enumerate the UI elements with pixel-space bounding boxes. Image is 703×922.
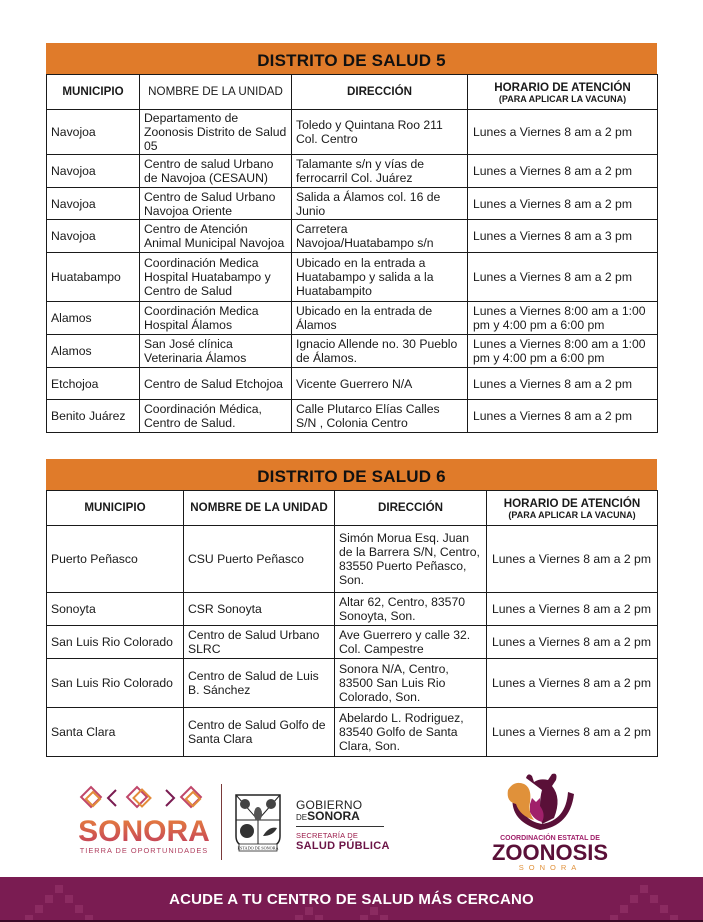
gobierno-rule	[296, 826, 384, 827]
table-row	[47, 302, 658, 335]
cell-unidad: Centro de salud Urbano de Navojoa (CESAUN)	[140, 155, 292, 188]
district-6-table	[46, 459, 657, 757]
cell-direccion: Toledo y Quintana Roo 211 Col. Centro	[292, 110, 468, 155]
cell-municipio: Benito Juárez	[47, 400, 140, 433]
zoonosis-logo	[462, 768, 638, 872]
header-horario	[468, 75, 658, 110]
table-row	[47, 335, 658, 368]
cell-municipio: Alamos	[47, 302, 140, 335]
footer-logos	[0, 768, 703, 872]
zoonosis-bottom-text: SONORA	[518, 863, 582, 872]
cell-direccion: Ubicado en la entrada a Huatabampo y salida a la Huatabampito	[292, 253, 468, 302]
table-row	[47, 368, 658, 400]
sonora-tagline: TIERRA DE OPORTUNIDADES	[79, 846, 209, 855]
header-horario	[487, 491, 658, 526]
sonora-wordmark: SONORA	[78, 815, 210, 848]
table-row	[47, 253, 658, 302]
cell-horario: Lunes a Viernes 8 am a 2 pm	[468, 400, 658, 433]
cell-direccion: Abelardo L. Rodriguez, 83540 Golfo de Santa Clara, Son.	[335, 708, 487, 757]
cell-unidad: Centro de Salud Urbano SLRC	[184, 626, 335, 659]
salud-publica-text: SALUD PÚBLICA	[296, 840, 390, 852]
cell-horario: Lunes a Viernes 8 am a 2 pm	[468, 155, 658, 188]
cell-municipio: Etchojoa	[47, 368, 140, 400]
cell-municipio: Alamos	[47, 335, 140, 368]
table-row	[47, 526, 658, 593]
cell-direccion: Talamante s/n y vías de ferrocarril Col. Juárez	[292, 155, 468, 188]
gobierno-text: GOBIERNO	[296, 798, 363, 812]
cell-horario: Lunes a Viernes 8 am a 2 pm	[468, 368, 658, 400]
cell-horario: Lunes a Viernes 8 am a 2 pm	[487, 593, 658, 626]
table-row	[47, 110, 658, 155]
cell-municipio: Navojoa	[47, 220, 140, 253]
header-horario-main: HORARIO DE ATENCIÓN	[503, 496, 641, 510]
cell-unidad: Coordinación Medica Hospital Huatabampo y Centro de Salud	[140, 253, 292, 302]
cell-municipio: Santa Clara	[47, 708, 184, 757]
cell-municipio: Navojoa	[47, 188, 140, 220]
table-row	[47, 220, 658, 253]
cell-municipio: Sonoyta	[47, 593, 184, 626]
cell-municipio: San Luis Rio Colorado	[47, 659, 184, 708]
header-horario-main: HORARIO DE ATENCIÓN	[494, 80, 631, 94]
cell-direccion: Calle Plutarco Elías Calles S/N , Colonia Centro	[292, 400, 468, 433]
header-direccion: DIRECCIÓN	[292, 75, 468, 110]
units-table	[46, 490, 658, 757]
cell-unidad: Coordinación Medica Hospital Álamos	[140, 302, 292, 335]
cell-direccion: Ubicado en la entrada de Álamos	[292, 302, 468, 335]
table-row	[47, 400, 658, 433]
cell-unidad: CSR Sonoyta	[184, 593, 335, 626]
cell-unidad: San José clínica Veterinaria Álamos	[140, 335, 292, 368]
banner-text: ACUDE A TU CENTRO DE SALUD MÁS CERCANO	[169, 891, 534, 908]
cell-unidad: Centro de Salud Urbano Navojoa Oriente	[140, 188, 292, 220]
cell-municipio: Huatabampo	[47, 253, 140, 302]
cell-municipio: Navojoa	[47, 110, 140, 155]
header-unidad: NOMBRE DE LA UNIDAD	[140, 75, 292, 110]
cell-direccion: Salida a Álamos col. 16 de Junio	[292, 188, 468, 220]
cell-municipio: Navojoa	[47, 155, 140, 188]
gobierno-sonora: SONORA	[307, 809, 360, 823]
cell-horario: Lunes a Viernes 8 am a 2 pm	[487, 659, 658, 708]
header-horario-sub: (PARA APLICAR LA VACUNA)	[498, 93, 627, 104]
sonora-pattern-icon	[74, 784, 214, 856]
table-row	[47, 593, 658, 626]
cell-horario: Lunes a Viernes 8:00 am a 1:00 pm y 4:00 pm a 6:00 pm	[468, 335, 658, 368]
district-title: DISTRITO DE SALUD 6	[46, 459, 657, 490]
district-5-table	[46, 43, 657, 433]
cell-horario: Lunes a Viernes 8 am a 2 pm	[487, 708, 658, 757]
units-table	[46, 74, 658, 433]
table-row	[47, 155, 658, 188]
cell-unidad: Centro de Salud de Luis B. Sánchez	[184, 659, 335, 708]
cell-horario: Lunes a Viernes 8 am a 2 pm	[468, 188, 658, 220]
cell-horario: Lunes a Viernes 8:00 am a 1:00 pm y 4:00 pm a 6:00 pm	[468, 302, 658, 335]
gobierno-sonora-logo	[296, 800, 390, 852]
cell-horario: Lunes a Viernes 8 am a 3 pm	[468, 220, 658, 253]
table-row	[47, 659, 658, 708]
footer-banner	[0, 877, 703, 922]
table-row	[47, 188, 658, 220]
cell-unidad: Departamento de Zoonosis Distrito de Salud 05	[140, 110, 292, 155]
cell-direccion: Altar 62, Centro, 83570 Sonoyta, Son.	[335, 593, 487, 626]
zoonosis-top-text: COORDINACIÓN ESTATAL DE	[500, 835, 600, 842]
header-municipio: MUNICIPIO	[47, 491, 184, 526]
cell-direccion: Ave Guerrero y calle 32. Col. Campestre	[335, 626, 487, 659]
table-row	[47, 626, 658, 659]
cell-horario: Lunes a Viernes 8 am a 2 pm	[487, 626, 658, 659]
header-horario-sub: (PARA APLICAR LA VACUNA)	[508, 509, 636, 520]
cell-direccion: Carretera Navojoa/Huatabampo s/n	[292, 220, 468, 253]
crest-label: ESTADO DE SONORA	[237, 845, 279, 851]
cell-municipio: Puerto Peñasco	[47, 526, 184, 593]
cell-unidad: Centro de Atención Animal Municipal Navojoa	[140, 220, 292, 253]
cell-direccion: Simón Morua Esq. Juan de la Barrera S/N, Centro, 83550 Puerto Peñasco, Son.	[335, 526, 487, 593]
cell-horario: Lunes a Viernes 8 am a 2 pm	[468, 110, 658, 155]
cell-direccion: Ignacio Allende no. 30 Pueblo de Álamos.	[292, 335, 468, 368]
cell-horario: Lunes a Viernes 8 am a 2 pm	[468, 253, 658, 302]
cell-direccion: Sonora N/A, Centro, 83500 San Luis Rio Colorado, Son.	[335, 659, 487, 708]
cell-unidad: Centro de Salud Etchojoa	[140, 368, 292, 400]
district-title: DISTRITO DE SALUD 5	[46, 43, 657, 74]
gobierno-de: DE	[296, 813, 308, 822]
header-unidad: NOMBRE DE LA UNIDAD	[184, 491, 335, 526]
cell-unidad: CSU Puerto Peñasco	[184, 526, 335, 593]
sonora-logo	[74, 784, 214, 856]
table-row	[47, 708, 658, 757]
logo-divider	[221, 784, 222, 860]
table-header-row	[47, 75, 658, 110]
cell-horario: Lunes a Viernes 8 am a 2 pm	[487, 526, 658, 593]
table-header-row	[47, 491, 658, 526]
state-crest-icon	[233, 792, 283, 854]
secretaria-text: SECRETARÍA DE	[296, 831, 359, 840]
cell-direccion: Vicente Guerrero N/A	[292, 368, 468, 400]
cell-municipio: San Luis Rio Colorado	[47, 626, 184, 659]
cell-unidad: Centro de Salud Golfo de Santa Clara	[184, 708, 335, 757]
zoonosis-name: ZOONOSIS	[491, 840, 609, 865]
cell-unidad: Coordinación Médica, Centro de Salud.	[140, 400, 292, 433]
header-municipio: MUNICIPIO	[47, 75, 140, 110]
header-direccion: DIRECCIÓN	[335, 491, 487, 526]
